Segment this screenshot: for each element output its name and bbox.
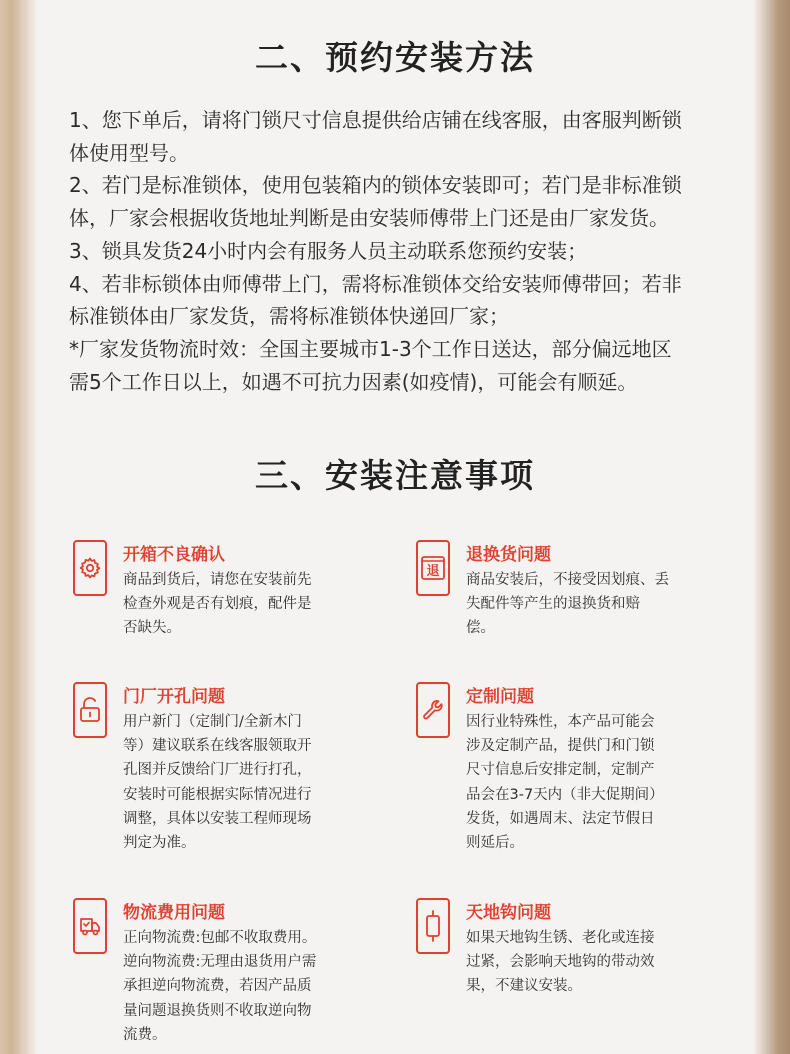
card-text: 正向物流费:包邮不收取费用。 逆向物流费:无理由退货用户需 承担逆向物流费，若因产品质 量问题退换货则不收取逆向物 流费。 — [123, 930, 317, 1043]
section-title-install-notes: 三、安装注意事项 — [255, 456, 535, 495]
svg-text:退: 退 — [426, 564, 440, 579]
card-text: 商品安装后，不接受因划痕、丢 失配件等产生的退换货和赔 偿。 — [466, 572, 669, 637]
hook-icon — [416, 898, 450, 954]
install-method-line: *厂家发货物流时效：全国主要城市1-3个工作日送达，部分偏远地区 — [69, 336, 672, 361]
card-title: 天地钩问题 — [466, 903, 551, 923]
install-method-line: 体使用型号。 — [69, 140, 189, 165]
install-method-line: 1、您下单后，请将门锁尺寸信息提供给店铺在线客服，由客服判断锁 — [69, 108, 682, 132]
return-icon — [416, 540, 450, 596]
content-panel — [36, 0, 754, 1054]
install-method-line: 2、若门是标准锁体，使用包装箱内的锁体安装即可；若门是非标准锁 — [69, 173, 682, 198]
gear-icon — [73, 540, 107, 596]
install-method-list — [69, 104, 725, 398]
card-title: 退换货问题 — [466, 545, 551, 565]
card-title: 门厂开孔问题 — [123, 687, 225, 707]
card-title: 物流费用问题 — [123, 903, 225, 923]
truck-icon — [73, 898, 107, 954]
section-title-install-method: 二、预约安装方法 — [255, 38, 535, 77]
card-text: 商品到货后，请您在安装前先 检查外观是否有划痕，配件是 否缺失。 — [123, 572, 312, 637]
install-method-line: 3、锁具发货24小时内会有服务人员主动联系您预约安装； — [69, 238, 588, 263]
install-method-line: 标准锁体由厂家发货，需将标准锁体快递回厂家； — [69, 304, 509, 329]
wrench-icon — [416, 682, 450, 738]
install-method-line: 体，厂家会根据收货地址判断是由安装师傅带上门还是由厂家发货。 — [69, 206, 669, 231]
install-method-line: 4、若非标锁体由师傅带上门，需将标准锁体交给安装师傅带回；若非 — [69, 271, 682, 296]
install-method-line: 需5个工作日以上，如遇不可抗力因素(如疫情)，可能会有顺延。 — [69, 369, 638, 394]
card-title: 定制问题 — [466, 687, 534, 707]
unlock-icon — [73, 682, 107, 738]
card-title: 开箱不良确认 — [123, 545, 225, 565]
card-text: 因行业特殊性，本产品可能会 涉及定制产品，提供门和门锁 尺寸信息后安排定制，定制产 品会在3-7天内（非大促期间） 发货，如遇周末、法定节假日 则延后。 — [466, 714, 664, 852]
card-text: 如果天地钩生锈、老化或连接 过紧，会影响天地钩的带动效 果，不建议安装。 — [466, 930, 655, 995]
card-text: 用户新门（定制门/全新木门 等）建议联系在线客服领取开 孔图并反馈给门厂进行打孔， 安装时可能根据实际情况进行 调整，具体以安装工程师现场 判定为准。 — [123, 714, 312, 852]
